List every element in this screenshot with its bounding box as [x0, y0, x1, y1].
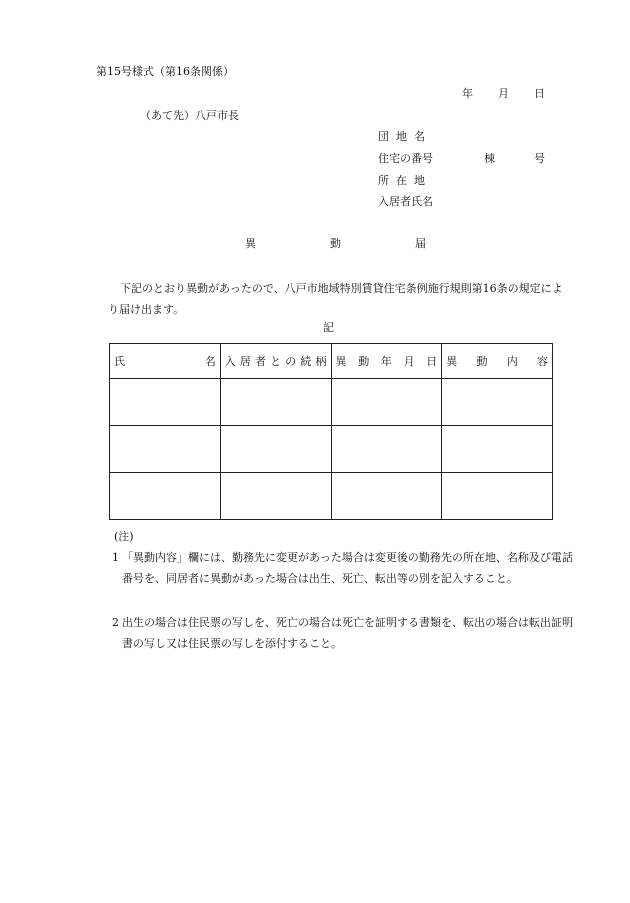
- table-row: [110, 379, 553, 426]
- form-number: 第15号様式（第16条関係）: [96, 65, 234, 78]
- notes-label: (注): [114, 530, 134, 543]
- date-month: 月: [498, 87, 509, 100]
- table-cell[interactable]: [110, 426, 221, 473]
- label-shozaichi: 所在地: [378, 174, 432, 187]
- header-char: 異: [446, 354, 458, 368]
- header-char: 内: [506, 354, 518, 368]
- header-char: 入: [224, 354, 236, 368]
- table-cell[interactable]: [331, 426, 442, 473]
- table-cell[interactable]: [442, 426, 553, 473]
- header-shimei: [110, 344, 221, 379]
- table-cell[interactable]: [220, 426, 331, 473]
- date-line: [462, 88, 545, 99]
- header-zokugara: [220, 344, 331, 379]
- title-char: 動: [330, 237, 341, 250]
- table-row: [110, 426, 553, 473]
- header-char: 年: [380, 354, 392, 368]
- title-char: 異: [245, 237, 256, 250]
- header-char: 動: [358, 354, 370, 368]
- table-cell[interactable]: [331, 473, 442, 520]
- header-char: 名: [204, 354, 216, 368]
- table-cell[interactable]: [110, 379, 221, 426]
- header-char: 柄: [315, 354, 327, 368]
- title-char: 届: [415, 237, 426, 250]
- document-title: [245, 238, 426, 249]
- body-text: 下記のとおり異動があったので、八戸市地域特別賃貸住宅条例施行規則第16条の規定により届け出ます。: [108, 282, 563, 316]
- change-table: [109, 343, 553, 520]
- addressee: （あて先）八戸市長: [140, 109, 239, 122]
- header-char: 日: [426, 354, 438, 368]
- header-char: と: [270, 354, 282, 368]
- table-cell[interactable]: [442, 473, 553, 520]
- date-day: 日: [534, 87, 545, 100]
- header-char: 氏: [114, 354, 125, 368]
- note-text: 出生の場合は住民票の写しを、死亡の場合は死亡を証明する書類を、転出の場合は転出証明書の写し又は住民票の写しを添付すること。: [122, 616, 573, 650]
- header-ido-date: [331, 344, 442, 379]
- ki-heading: 記: [323, 321, 334, 334]
- header-char: の: [285, 354, 297, 368]
- header-char: 者: [255, 354, 266, 368]
- note-number: 2: [112, 616, 119, 629]
- header-char: 続: [300, 354, 312, 368]
- label-tou: 棟: [484, 152, 495, 165]
- table-cell[interactable]: [110, 473, 221, 520]
- label-gou: 号: [534, 152, 545, 165]
- header-ido-naiyo: [442, 344, 553, 379]
- label-danchi: 団地名: [378, 130, 432, 143]
- header-char: 月: [403, 354, 415, 368]
- table-row: [110, 473, 553, 520]
- label-nyukyosha: 入居者氏名: [378, 195, 433, 208]
- table-header-row: [110, 344, 553, 379]
- table-cell[interactable]: [220, 473, 331, 520]
- header-char: 異: [335, 354, 347, 368]
- table-cell[interactable]: [220, 379, 331, 426]
- note-number: 1: [112, 551, 119, 564]
- date-year: 年: [462, 87, 473, 100]
- label-jutaku-bango: 住宅の番号: [378, 152, 433, 165]
- header-char: 動: [476, 354, 488, 368]
- note-item: [112, 612, 574, 654]
- note-item: [112, 547, 574, 589]
- table-cell[interactable]: [331, 379, 442, 426]
- header-char: 居: [239, 354, 251, 368]
- table-cell[interactable]: [442, 379, 553, 426]
- header-char: 容: [537, 354, 548, 368]
- note-text: 「異動内容」欄には、勤務先に変更があった場合は変更後の勤務先の所在地、名称及び電話番号を、同居者に異動があった場合は出生、死亡、転出等の別を記入すること。: [122, 551, 573, 585]
